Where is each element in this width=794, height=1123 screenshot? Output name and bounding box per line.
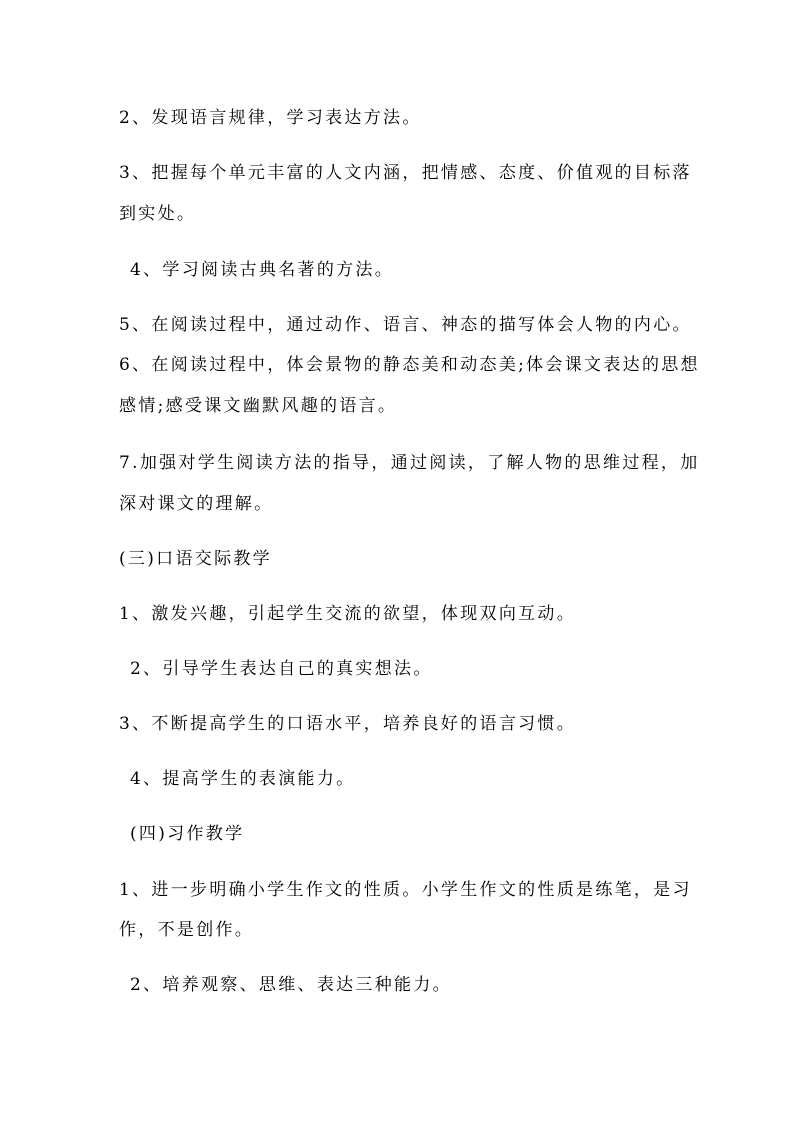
section-heading-oral-communication: (三)口语交际教学 bbox=[119, 549, 272, 569]
paragraph-7-line-2: 深对课文的理解。 bbox=[119, 494, 274, 514]
oral-item-2: 2、引导学生表达自己的真实想法。 bbox=[130, 659, 433, 679]
oral-item-4: 4、提高学生的表演能力。 bbox=[130, 769, 356, 789]
oral-item-3: 3、不断提高学生的口语水平，培养良好的语言习惯。 bbox=[119, 714, 577, 734]
writing-item-1-line-1: 1、进一步明确小学生作文的性质。小学生作文的性质是练笔，是习 bbox=[119, 880, 692, 900]
paragraph-7-line-1: 7.加强对学生阅读方法的指导，通过阅读，了解人物的思维过程，加 bbox=[119, 453, 700, 473]
writing-item-1-line-2: 作，不是创作。 bbox=[119, 920, 255, 940]
paragraph-5: 5、在阅读过程中，通过动作、语言、神态的描写体会人物的内心。 bbox=[119, 315, 692, 335]
section-heading-writing: (四)习作教学 bbox=[130, 824, 245, 844]
paragraph-4: 4、学习阅读古典名著的方法。 bbox=[130, 260, 395, 280]
oral-item-1: 1、激发兴趣，引起学生交流的欲望，体现双向互动。 bbox=[119, 604, 577, 624]
paragraph-6-line-1: 6、在阅读过程中，体会景物的静态美和动态美;体会课文表达的思想 bbox=[119, 355, 700, 375]
paragraph-3-line-1: 3、把握每个单元丰富的人文内涵，把情感、态度、价值观的目标落 bbox=[119, 163, 692, 183]
paragraph-3-line-2: 到实处。 bbox=[119, 204, 197, 224]
paragraph-2: 2、发现语言规律，学习表达方法。 bbox=[119, 108, 422, 128]
writing-item-2: 2、培养观察、思维、表达三种能力。 bbox=[130, 975, 452, 995]
paragraph-6-line-2: 感情;感受课文幽默风趣的语言。 bbox=[119, 396, 398, 416]
